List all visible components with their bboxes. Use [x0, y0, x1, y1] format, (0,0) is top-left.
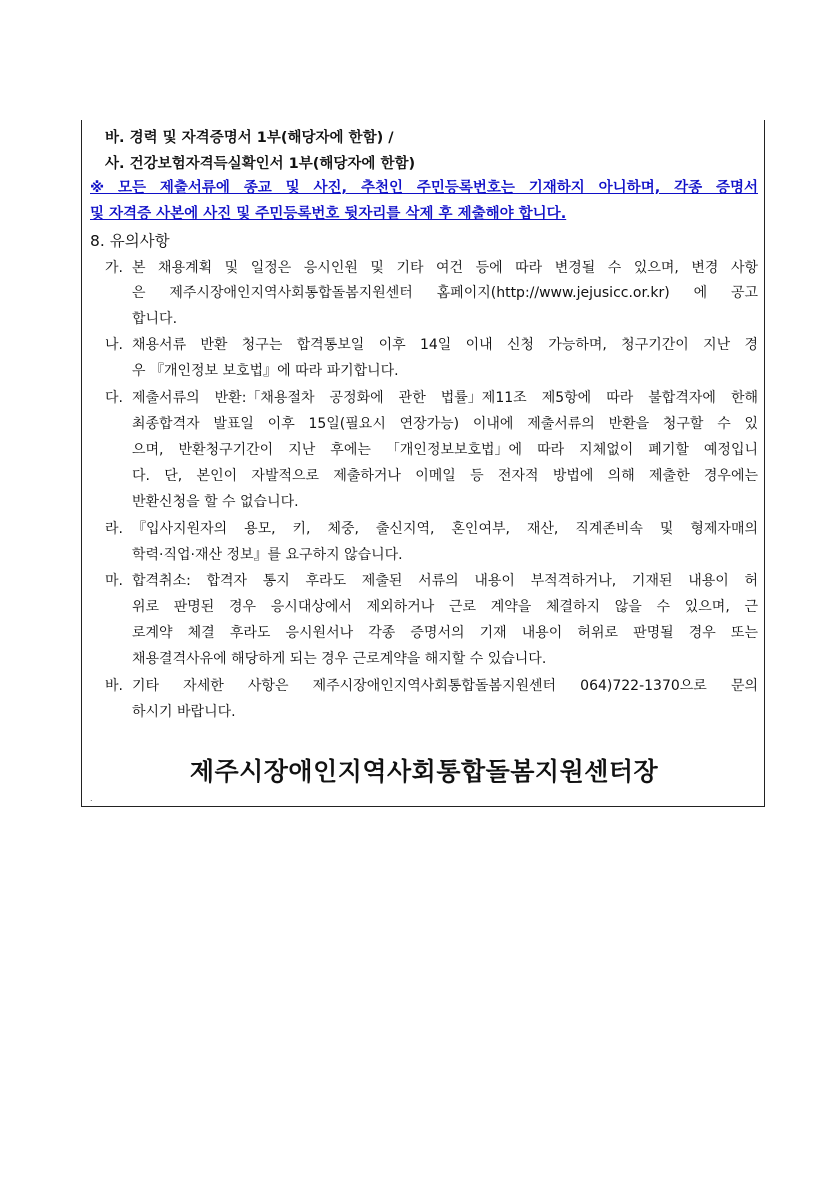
item-text-line: 최종합격자 발표일 이후 15일(필요시 연장가능) 이내에 제출서류의 반환을 청구할 수 있	[132, 416, 758, 432]
paragraph-marker: .	[90, 794, 93, 803]
item-text-line: 합니다.	[132, 311, 178, 327]
item-text-line: 로계약 체결 후라도 응시원서나 각종 증명서의 기재 내용이 허위로 판명될 경우 또는	[132, 625, 758, 641]
item-text-line: 채용서류 반환 청구는 합격통보일 이후 14일 이내 신청 가능하며, 청구기간이 지난 경	[132, 337, 758, 353]
item-text-line: 위로 판명된 경우 응시대상에서 제외하거나 근로 계약을 체결하지 않을 수 있으며, 근	[132, 599, 758, 615]
item-marker: 바.	[105, 678, 123, 694]
item-text-line: 채용결격사유에 해당하게 되는 경우 근로계약을 해지할 수 있습니다.	[132, 651, 547, 667]
item-text-line: 다. 단, 본인이 자발적으로 제출하거나 이메일 등 전자적 방법에 의해 제출한 경우에는	[132, 468, 758, 484]
signature-title: 제주시장애인지역사회통합돌봄지원센터장	[189, 757, 659, 786]
item-text-line: 은 제주시장애인지역사회통합돌봄지원센터 홈페이지(http://www.jejusicc.or.kr) 에 공고	[132, 285, 758, 301]
item-text-line: 『입사지원자의 용모, 키, 체중, 출신지역, 혼인여부, 재산, 직계존비속 및 형제자매의	[132, 521, 758, 537]
item-marker: 라.	[105, 521, 123, 537]
item-text-line: 기타 자세한 사항은 제주시장애인지역사회통합돌봄지원센터 064)722-1370으로 문의	[132, 678, 758, 694]
item-text-line: 제출서류의 반환:「채용절차 공정화에 관한 법률」제11조 제5항에 따라 불합격자에 한해	[132, 390, 758, 406]
document-item-career: 바. 경력 및 자격증명서 1부(해당자에 한함) /	[105, 130, 394, 146]
document-item-insurance: 사. 건강보험자격득실확인서 1부(해당자에 한함)	[105, 156, 416, 172]
item-marker: 가.	[105, 260, 123, 276]
item-marker: 나.	[105, 337, 123, 353]
item-text-line: 본 채용계획 및 일정은 응시인원 및 기타 여건 등에 따라 변경될 수 있으며, 변경 사항	[132, 260, 758, 276]
item-text-line: 하시기 바랍니다.	[132, 704, 236, 720]
section-title: 8. 유의사항	[90, 232, 170, 250]
item-text-line: 우 『개인정보 보호법』에 따라 파기합니다.	[132, 363, 399, 379]
notice-line-2: 및 자격증 사본에 사진 및 주민등록번호 뒷자리를 삭제 후 제출해야 합니다.	[90, 206, 567, 222]
item-text-line: 학력·직업·재산 정보』를 요구하지 않습니다.	[132, 547, 403, 563]
item-text-line: 합격취소: 합격자 통지 후라도 제출된 서류의 내용이 부적격하거나, 기재된 내용이 허	[132, 573, 758, 589]
item-text-line: 으며, 반환청구기간이 지난 후에는 「개인정보보호법」에 따라 지체없이 폐기할 예정입니	[132, 442, 758, 458]
document-frame	[81, 120, 765, 807]
item-marker: 마.	[105, 573, 123, 589]
item-marker: 다.	[105, 390, 123, 406]
notice-line-1: ※ 모든 제출서류에 종교 및 사진, 추천인 주민등록번호는 기재하지 아니하며, 각종 증명서	[90, 180, 758, 196]
item-text-line: 반환신청을 할 수 없습니다.	[132, 494, 299, 510]
